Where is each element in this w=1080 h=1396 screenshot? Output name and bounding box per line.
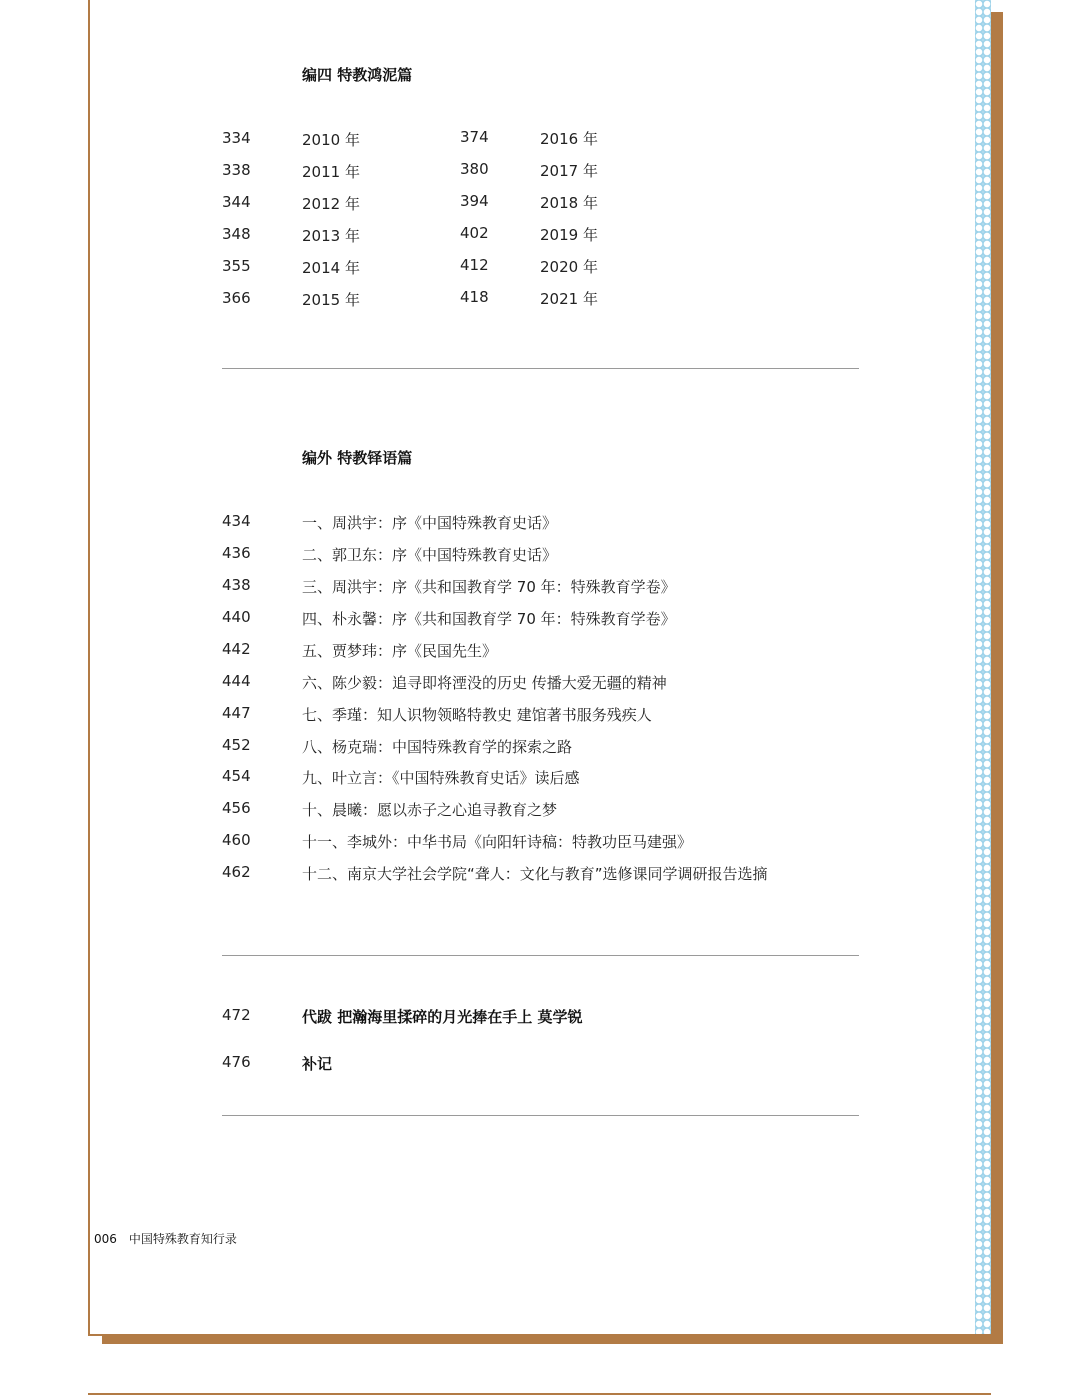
entry-title: 2014 年 [302, 259, 360, 277]
entry-title: 九、叶立言：《中国特殊教育史话》读后感 [302, 769, 580, 787]
page-number: 442 [222, 640, 251, 658]
entry-title: 2012 年 [302, 195, 360, 213]
page-number: 355 [222, 257, 251, 275]
entry-title: 2019 年 [540, 226, 598, 244]
page-number: 334 [222, 129, 251, 147]
section-divider [222, 368, 859, 369]
entry-title: 2015 年 [302, 291, 360, 309]
entry-title: 代跋 把瀚海里揉碎的月光捧在手上 莫学锐 [302, 1008, 583, 1026]
page-number: 366 [222, 289, 251, 307]
entry-title: 十、晨曦：愿以赤子之心追寻教育之梦 [302, 801, 558, 819]
page-number: 476 [222, 1053, 251, 1071]
page-number: 460 [222, 831, 251, 849]
page-number: 402 [460, 224, 489, 242]
page-number: 452 [222, 736, 251, 754]
footer-page-number: 006 [94, 1232, 117, 1246]
entry-title: 八、杨克瑞：中国特殊教育学的探索之路 [302, 738, 573, 756]
page-number: 338 [222, 161, 251, 179]
entry-title: 2013 年 [302, 227, 360, 245]
page-number: 454 [222, 767, 251, 785]
bottom-edge-line [88, 1393, 991, 1395]
entry-title: 2018 年 [540, 194, 598, 212]
page-number: 418 [460, 288, 489, 306]
page-number: 440 [222, 608, 251, 626]
entry-title: 五、贾梦玮：序《民国先生》 [302, 642, 498, 660]
spiral-binding [975, 0, 991, 1334]
page-number: 434 [222, 512, 251, 530]
page-number: 472 [222, 1006, 251, 1024]
entry-title: 2017 年 [540, 162, 598, 180]
entry-title: 四、朴永馨：序《共和国教育学 70 年：特殊教育学卷》 [302, 610, 676, 628]
page-number: 438 [222, 576, 251, 594]
entry-title: 一、周洪宇：序《中国特殊教育史话》 [302, 514, 558, 532]
page-number: 380 [460, 160, 489, 178]
page-number: 462 [222, 863, 251, 881]
entry-title: 二、郭卫东：序《中国特殊教育史话》 [302, 546, 558, 564]
section-title-4: 编四 特教鸿泥篇 [302, 66, 413, 84]
section-divider [222, 955, 859, 956]
page-number: 394 [460, 192, 489, 210]
book-page [88, 0, 991, 1336]
page-number: 374 [460, 128, 489, 146]
entry-title: 十二、南京大学社会学院“聋人：文化与教育”选修课同学调研报告选摘 [302, 865, 768, 883]
section-title-extra: 编外 特教铎语篇 [302, 449, 413, 467]
entry-title: 2021 年 [540, 290, 598, 308]
entry-title: 补记 [302, 1055, 333, 1073]
page-number: 456 [222, 799, 251, 817]
entry-title: 2011 年 [302, 163, 360, 181]
page-number: 344 [222, 193, 251, 211]
entry-title: 2020 年 [540, 258, 598, 276]
entry-title: 2010 年 [302, 131, 360, 149]
entry-title: 十一、李城外：中华书局《向阳轩诗稿：特教功臣马建强》 [302, 833, 693, 851]
section-divider [222, 1115, 859, 1116]
page-number: 348 [222, 225, 251, 243]
footer-book-title: 中国特殊教育知行录 [128, 1232, 237, 1246]
page-number: 436 [222, 544, 251, 562]
entry-title: 七、季瑾：知人识物领略特教史 建馆著书服务残疾人 [302, 706, 652, 724]
page-number: 444 [222, 672, 251, 690]
entry-title: 2016 年 [540, 130, 598, 148]
page-number: 447 [222, 704, 251, 722]
entry-title: 六、陈少毅：追寻即将湮没的历史 传播大爱无疆的精神 [302, 674, 667, 692]
entry-title: 三、周洪宇：序《共和国教育学 70 年：特殊教育学卷》 [302, 578, 676, 596]
page-number: 412 [460, 256, 489, 274]
page-footer [94, 1230, 237, 1247]
